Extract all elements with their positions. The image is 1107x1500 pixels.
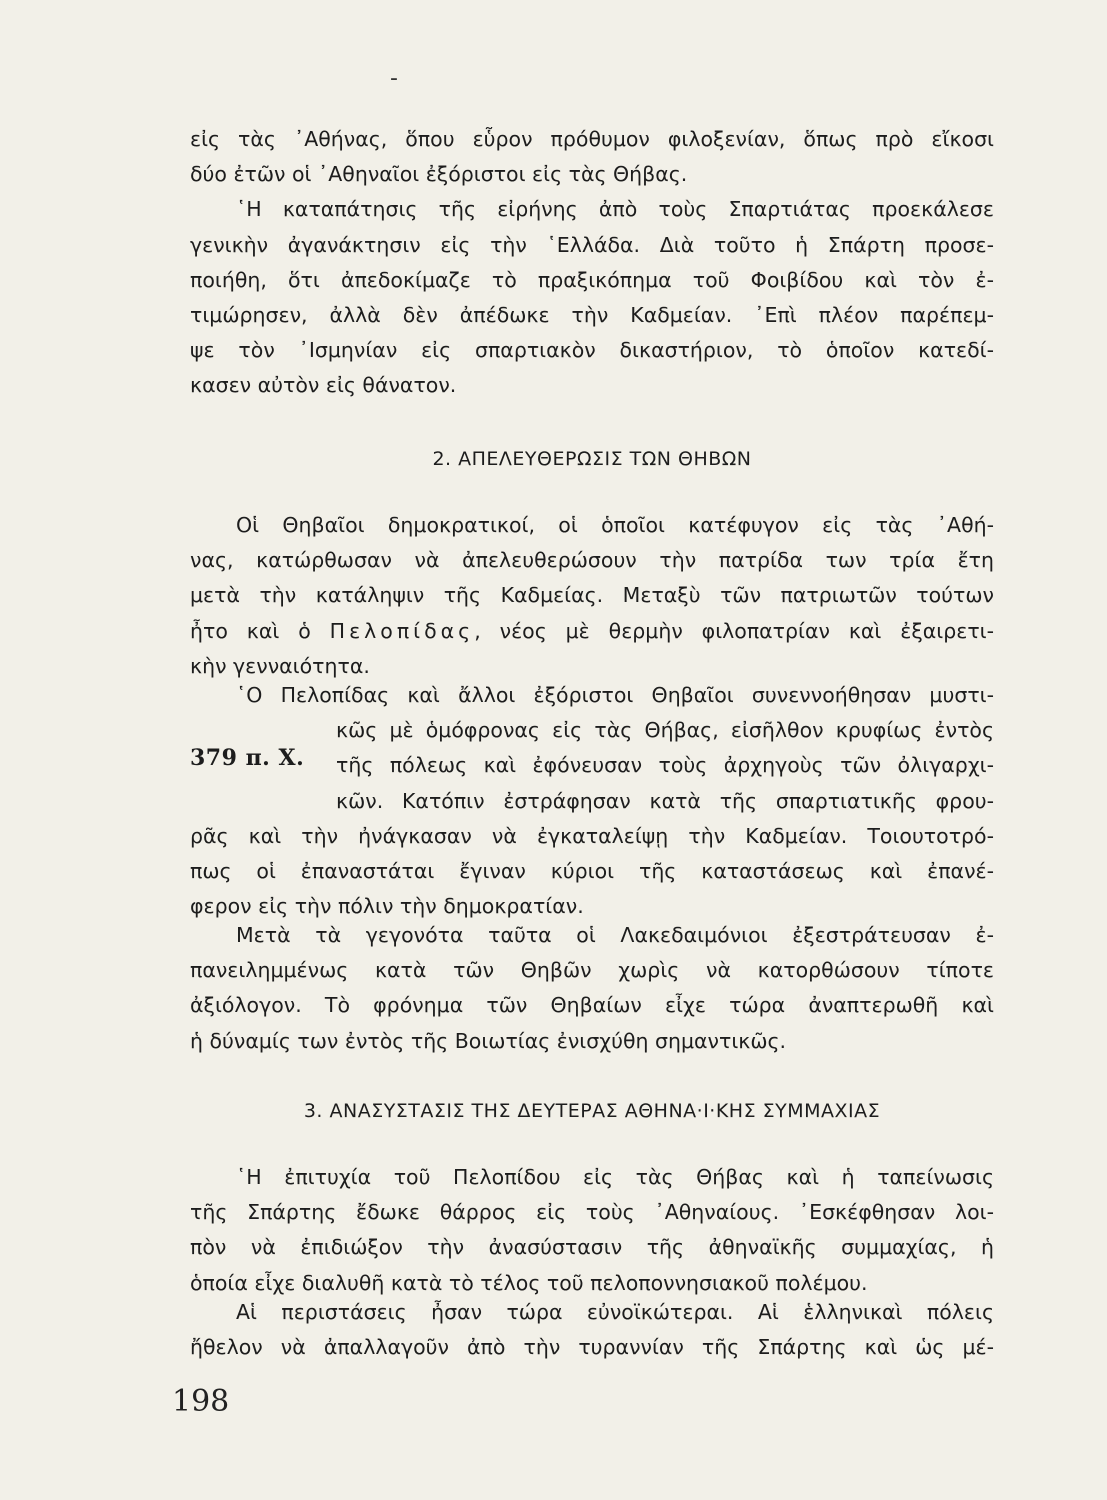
- section-heading-2: 2. ΑΠΕΛΕΥΘΕΡΩΣΙΣ ΤΩΝ ΘΗΒΩΝ: [432, 448, 752, 470]
- text-line: νας, κατώρθωσαν νὰ ἀπελευθερώσουν τὴν πατρίδα των τρία ἔτη: [190, 548, 994, 573]
- intro-text: [190, 122, 994, 404]
- text-line: πανειλημμένως κατὰ τῶν Θηβῶν χωρὶς νὰ κατορθώσουν τίποτε: [190, 958, 994, 983]
- text-line: τιμώρησεν, ἀλλὰ δὲν ἀπέδωκε τὴν Καδμείαν. ᾿Επὶ πλέον παρέπεμ-: [190, 303, 994, 328]
- text-line: ῾Ο Πελοπίδας καὶ ἄλλοι ἐξόριστοι Θηβαῖοι συνεννοήθησαν μυστι-: [236, 683, 994, 707]
- text-line: τῆς πόλεως καὶ ἐφόνευσαν τοὺς ἀρχηγοὺς τῶν ὀλιγαρχι-: [336, 753, 994, 778]
- section2-paragraph-2: [190, 678, 994, 924]
- section3-paragraph-2: [190, 1295, 994, 1365]
- text-line: κασεν αὐτὸν εἰς θάνατον.: [190, 373, 457, 398]
- text-fragment: ἦτο καὶ ὁ: [190, 618, 311, 643]
- text-line: ἡ δύναμίς των ἐντὸς τῆς Βοιωτίας ἐνισχύθη σημαντικῶς.: [190, 1028, 787, 1053]
- text-line: Οἱ Θηβαῖοι δημοκρατικοί, οἱ ὁποῖοι κατέφυγον εἰς τὰς ᾿Αθή-: [236, 513, 994, 537]
- emphasized-name: Πελοπίδας: [329, 618, 475, 643]
- text-line: Αἱ περιστάσεις ἦσαν τώρα εὐνοϊκώτεραι. Αἱ ἑλληνικαὶ πόλεις: [236, 1300, 994, 1324]
- text-line: εἰς τὰς ᾿Αθήνας, ὅπου εὗρον πρόθυμον φιλοξενίαν, ὅπως πρὸ εἴκοσι: [190, 127, 994, 151]
- text-line: ρᾶς καὶ τὴν ἠνάγκασαν νὰ ἐγκαταλείψῃ τὴν Καδμείαν. Τοιουτοτρό-: [190, 823, 994, 848]
- text-line: [190, 614, 994, 649]
- text-fragment: , νέος μὲ θερμὴν φιλοπατρίαν καὶ ἐξαιρετι-: [474, 618, 994, 643]
- text-line: τῆς Σπάρτης ἔδωκε θάρρος εἰς τοὺς ᾿Αθηναίους. ᾿Εσκέφθησαν λοι-: [190, 1200, 994, 1225]
- text-line: Μετὰ τὰ γεγονότα ταῦτα οἱ Λακεδαιμόνιοι ἐξεστράτευσαν ἐ-: [236, 923, 994, 947]
- text-line: φερον εἰς τὴν πόλιν τὴν δημοκρατίαν.: [190, 894, 584, 919]
- text-line: κῶς μὲ ὁμόφρονας εἰς τὰς Θήβας, εἰσῆλθον κρυφίως ἐντὸς: [336, 718, 994, 743]
- margin-date-note: 379 π. Χ.: [190, 745, 305, 771]
- top-mark: -: [390, 66, 398, 91]
- section-heading-3: 3. ΑΝΑΣΥΣΤΑΣΙΣ ΤΗΣ ΔΕΥΤΕΡΑΣ ΑΘΗΝΑ·Ι·ΚΗΣ ΣΥΜΜΑΧΙΑΣ: [303, 1100, 881, 1122]
- text-line: ἀξιόλογον. Τὸ φρόνημα τῶν Θηβαίων εἶχε τώρα ἀναπτερωθῆ καὶ: [190, 993, 994, 1018]
- text-line: κὴν γενναιότητα.: [190, 653, 370, 678]
- text-line: ῾Η ἐπιτυχία τοῦ Πελοπίδου εἰς τὰς Θήβας καὶ ἡ ταπείνωσις: [236, 1165, 994, 1189]
- section2-paragraph-3: [190, 918, 994, 1059]
- section3-paragraph-1: [190, 1160, 994, 1301]
- text-line: ποιήθη, ὅτι ἀπεδοκίμαζε τὸ πραξικόπημα τοῦ Φοιβίδου καὶ τὸν ἐ-: [190, 267, 994, 292]
- text-line: δύο ἐτῶν οἱ ᾿Αθηναῖοι ἐξόριστοι εἰς τὰς Θήβας.: [190, 162, 688, 187]
- text-line: γενικὴν ἀγανάκτησιν εἰς τὴν ῾Ελλάδα. Διὰ τοῦτο ἡ Σπάρτη προσε-: [190, 232, 994, 257]
- text-line: πως οἱ ἐπαναστάται ἔγιναν κύριοι τῆς καταστάσεως καὶ ἐπανέ-: [190, 859, 994, 884]
- text-line: ὁποία εἶχε διαλυθῆ κατὰ τὸ τέλος τοῦ πελοποννησιακοῦ πολέμου.: [190, 1270, 868, 1295]
- text-line: ψε τὸν ᾿Ισμηνίαν εἰς σπαρτιακὸν δικαστήριον, τὸ ὁποῖον κατεδί-: [190, 338, 994, 363]
- text-line: πὸν νὰ ἐπιδιώξον τὴν ἀνασύστασιν τῆς ἀθηναϊκῆς συμμαχίας, ἡ: [190, 1235, 994, 1260]
- page-number: 198: [172, 1384, 230, 1419]
- section2-paragraph-1: [190, 508, 994, 684]
- text-line: ῾Η καταπάτησις τῆς εἰρήνης ἀπὸ τοὺς Σπαρτιάτας προεκάλεσε: [236, 197, 994, 222]
- text-line: μετὰ τὴν κατάληψιν τῆς Καδμείας. Μεταξὺ τῶν πατριωτῶν τούτων: [190, 583, 994, 608]
- text-line: κῶν. Κατόπιν ἐστράφησαν κατὰ τῆς σπαρτιατικῆς φρου-: [336, 788, 994, 813]
- text-line: ἤθελον νὰ ἀπαλλαγοῦν ἀπὸ τὴν τυραννίαν τῆς Σπάρτης καὶ ὡς μέ-: [190, 1335, 994, 1360]
